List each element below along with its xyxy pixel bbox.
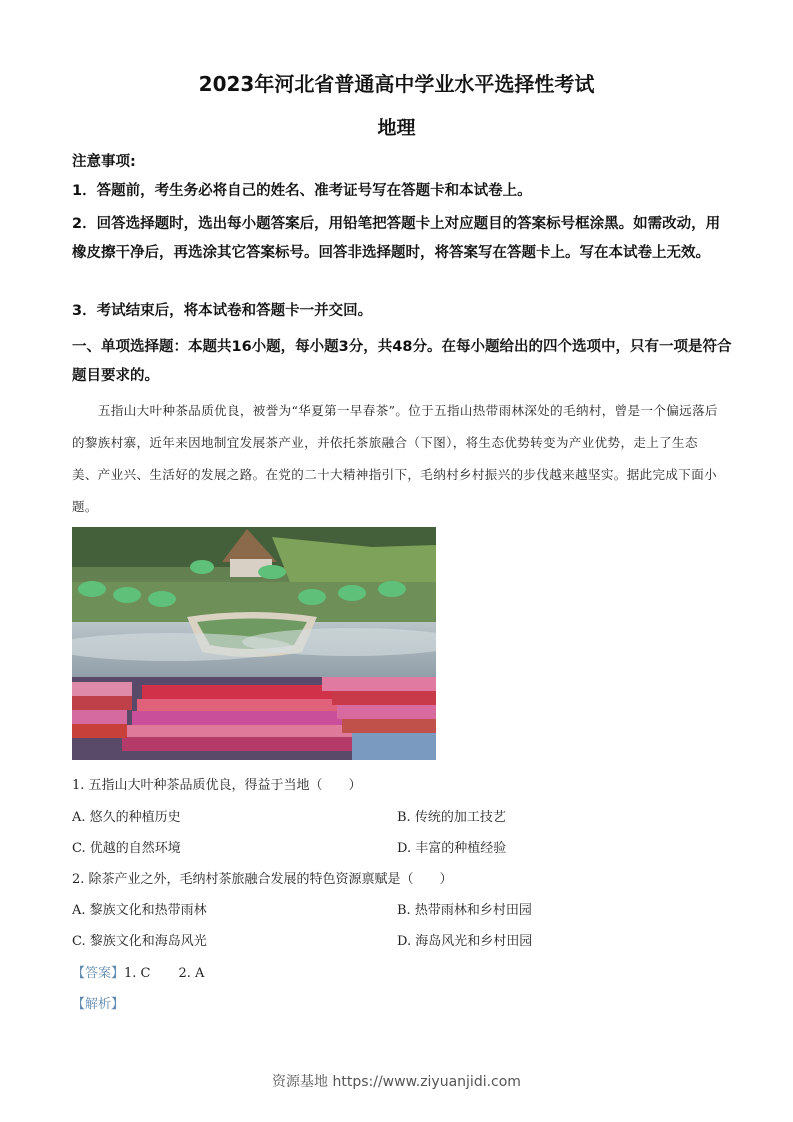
notice-item-2: 2．回答选择题时，选出每小题答案后，用铅笔把答题卡上对应题目的答案标号框涂黑。如需改动，用橡皮擦干净后，再选涂其它答案标号。回答非选择题时，将答案写在答题卡上。写在本试卷上无效。 — [72, 216, 721, 261]
question-2-option-c[interactable]: C. 黎族文化和海岛风光 — [72, 934, 207, 949]
question-1-option-a[interactable]: A. 悠久的种植历史 — [72, 810, 181, 825]
question-1-option-b[interactable]: B. 传统的加工技艺 — [397, 810, 506, 825]
footer-watermark[interactable]: 资源基地 https://www.ziyuanjidi.com — [272, 1074, 521, 1090]
reading-passage: 五指山大叶种茶品质优良，被誉为“华夏第一早春茶”。位于五指山热带雨林深处的毛纳村，曾是一个偏远落后的黎族村寨，近年来因地制宜发展茶产业，并依托茶旅融合（下图），将生态优势转变为产业优势，走上了生态美、产业兴、生活好的发展之路。在党的二十大精神指引下，毛纳村乡村振兴的步伐越来越坚实。据此完成下面小题。 — [72, 403, 718, 514]
answer-1: 1. C — [124, 966, 151, 981]
exam-title: 2023年河北省普通高中学业水平选择性考试 — [198, 72, 595, 96]
answer-line — [72, 962, 204, 981]
notice-item-1: 1．答题前，考生务必将自己的姓名、准考证号写在答题卡和本试卷上。 — [72, 183, 532, 199]
tea-tourism-photo — [72, 527, 436, 760]
answer-2: 2. A — [178, 966, 205, 981]
question-1-stem: 1. 五指山大叶种茶品质优良，得益于当地（ ） — [72, 778, 362, 793]
question-2-option-b[interactable]: B. 热带雨林和乡村田园 — [397, 903, 532, 918]
answer-label: 【答案】 — [72, 966, 125, 981]
question-2-option-a[interactable]: A. 黎族文化和热带雨林 — [72, 903, 207, 918]
question-1-option-d[interactable]: D. 丰富的种植经验 — [397, 841, 507, 856]
question-2-option-d[interactable]: D. 海岛风光和乡村田园 — [397, 934, 533, 949]
notice-item-3: 3．考试结束后，将本试卷和答题卡一并交回。 — [72, 303, 373, 319]
notice-heading: 注意事项: — [72, 154, 136, 170]
subject-title: 地理 — [377, 117, 416, 139]
question-1-option-c[interactable]: C. 优越的自然环境 — [72, 841, 181, 856]
section-heading: 一、单项选择题：本题共16小题，每小题3分，共48分。在每小题给出的四个选项中，只有一项是符合题目要求的。 — [72, 339, 732, 384]
analysis-label: 【解析】 — [72, 997, 125, 1012]
question-2-stem: 2. 除茶产业之外，毛纳村茶旅融合发展的特色资源禀赋是（ ） — [72, 872, 453, 887]
